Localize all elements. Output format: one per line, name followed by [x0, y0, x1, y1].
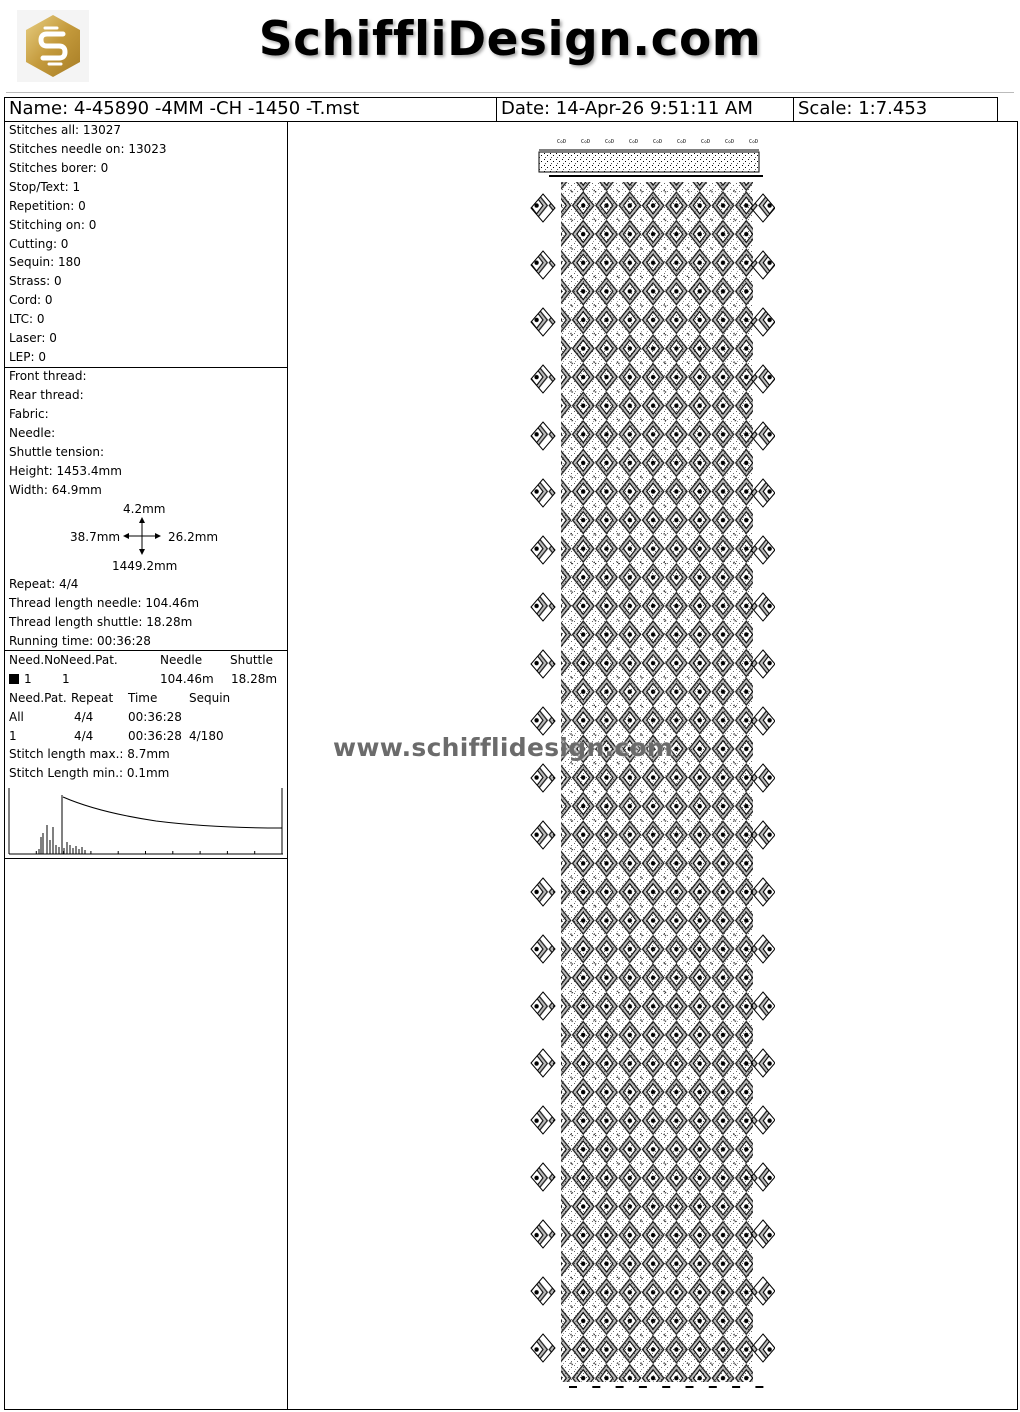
col-header: Repeat	[71, 691, 114, 705]
edge-diamond	[531, 650, 555, 678]
border-glyph: C◇D	[653, 139, 663, 145]
edge-diamond	[751, 479, 775, 507]
stitch-length-max: Stitch length max.: 8.7mm	[9, 747, 170, 761]
border-glyph: C◇D	[629, 139, 639, 145]
edge-diamond	[751, 650, 775, 678]
edge-diamond	[531, 1277, 555, 1305]
material-line: Height: 1453.4mm	[9, 464, 122, 478]
edge-diamond	[531, 365, 555, 393]
edge-diamond	[751, 251, 775, 279]
edge-diamond	[531, 1163, 555, 1191]
table-cell: 1	[24, 672, 32, 686]
sidebar-divider	[287, 121, 288, 1410]
crosshair-arrows-icon	[122, 516, 162, 556]
stat-line: Cutting: 0	[9, 237, 69, 251]
header-divider	[6, 92, 1014, 93]
edge-diamond	[751, 1106, 775, 1134]
edge-diamond	[751, 593, 775, 621]
edge-diamond	[531, 935, 555, 963]
edge-diamond	[751, 764, 775, 792]
stat-line: Laser: 0	[9, 331, 57, 345]
edge-diamond	[531, 536, 555, 564]
stitch-length-min: Stitch Length min.: 0.1mm	[9, 766, 170, 780]
stat-line: Strass: 0	[9, 274, 62, 288]
color-swatch	[9, 674, 19, 684]
stat-line: Stitches needle on: 13023	[9, 142, 167, 156]
edge-diamond	[531, 1049, 555, 1077]
edge-diamond	[531, 251, 555, 279]
col-header: Time	[128, 691, 158, 705]
offset-right: 26.2mm	[168, 530, 219, 544]
edge-diamond	[751, 194, 775, 222]
table-cell: 104.46m	[160, 672, 214, 686]
stat-line: Stitches all: 13027	[9, 123, 122, 137]
border-glyph: C◇D	[749, 139, 759, 145]
offset-left: 38.7mm	[70, 530, 121, 544]
edge-diamond	[751, 878, 775, 906]
border-glyph: C◇D	[605, 139, 615, 145]
edge-diamond	[751, 422, 775, 450]
table-cell: 4/4	[74, 729, 94, 743]
section-divider	[4, 858, 287, 859]
running-time-line: Running time: 00:36:28	[9, 634, 151, 648]
material-line: Fabric:	[9, 407, 49, 421]
col-header: Needle	[160, 653, 203, 667]
table-cell: 1	[9, 729, 17, 743]
col-header: Need.Pat.	[60, 653, 118, 667]
border-glyph: C◇D	[581, 139, 591, 145]
edge-diamond	[531, 878, 555, 906]
border-glyph: C◇D	[701, 139, 711, 145]
stat-line: Stitches borer: 0	[9, 161, 109, 175]
stat-line: Stop/Text: 1	[9, 180, 81, 194]
offset-top: 4.2mm	[123, 502, 166, 516]
edge-diamond	[751, 1277, 775, 1305]
thread-needle-line: Thread length needle: 104.46m	[9, 596, 200, 610]
embroidery-design-preview	[525, 134, 775, 1392]
stat-line: Sequin: 180	[9, 255, 81, 269]
edge-diamond	[751, 935, 775, 963]
edge-diamond	[531, 1106, 555, 1134]
repeat-line: Repeat: 4/4	[9, 577, 79, 591]
stat-line: Stitching on: 0	[9, 218, 97, 232]
edge-diamond	[751, 308, 775, 336]
edge-diamond	[751, 992, 775, 1020]
section-divider	[4, 650, 287, 651]
col-header: Shuttle	[230, 653, 273, 667]
stat-line: Cord: 0	[9, 293, 53, 307]
thread-shuttle-line: Thread length shuttle: 18.28m	[9, 615, 193, 629]
edge-diamond	[751, 707, 775, 735]
edge-diamond	[531, 422, 555, 450]
table-cell: 4/180	[189, 729, 224, 743]
watermark: www.schifflidesign.com	[333, 733, 674, 762]
col-header: Need.No	[9, 653, 61, 667]
edge-diamond	[751, 1334, 775, 1362]
col-header: Need.Pat.	[9, 691, 67, 705]
stat-line: LEP: 0	[9, 350, 46, 364]
edge-diamond	[751, 1049, 775, 1077]
edge-diamond	[531, 1334, 555, 1362]
border-glyph: C◇D	[677, 139, 687, 145]
site-title: SchiffliDesign.com	[258, 12, 762, 67]
edge-diamond	[751, 1220, 775, 1248]
col-header: Sequin	[189, 691, 231, 705]
edge-diamond	[531, 821, 555, 849]
table-cell: 00:36:28	[128, 729, 182, 743]
edge-diamond	[751, 821, 775, 849]
edge-diamond	[531, 593, 555, 621]
edge-diamond	[531, 764, 555, 792]
stat-line: LTC: 0	[9, 312, 45, 326]
table-cell: 1	[62, 672, 70, 686]
edge-diamond	[531, 194, 555, 222]
stitch-length-histogram	[6, 785, 286, 857]
edge-diamond	[531, 308, 555, 336]
stat-line: Repetition: 0	[9, 199, 86, 213]
edge-diamond	[751, 365, 775, 393]
material-line: Needle:	[9, 426, 56, 440]
material-line: Shuttle tension:	[9, 445, 105, 459]
border-glyph: C◇D	[557, 139, 567, 145]
border-header	[539, 150, 763, 176]
edge-diamond	[751, 1163, 775, 1191]
table-cell: 18.28m	[231, 672, 278, 686]
edge-diamond	[531, 992, 555, 1020]
scale: Scale: 1:7.453	[798, 98, 928, 119]
offset-bottom: 1449.2mm	[112, 559, 178, 573]
table-cell: 4/4	[74, 710, 94, 724]
edge-diamond	[531, 707, 555, 735]
table-cell: 00:36:28	[128, 710, 182, 724]
edge-diamond	[751, 536, 775, 564]
material-line: Width: 64.9mm	[9, 483, 102, 497]
file-name: Name: 4-45890 -4MM -CH -1450 -T.mst	[9, 98, 360, 119]
table-cell: All	[9, 710, 24, 724]
date-time: Date: 14-Apr-26 9:51:11 AM	[501, 98, 753, 119]
material-line: Front thread:	[9, 369, 87, 383]
border-glyph: C◇D	[725, 139, 735, 145]
material-line: Rear thread:	[9, 388, 84, 402]
edge-diamond	[531, 479, 555, 507]
edge-diamond	[531, 1220, 555, 1248]
